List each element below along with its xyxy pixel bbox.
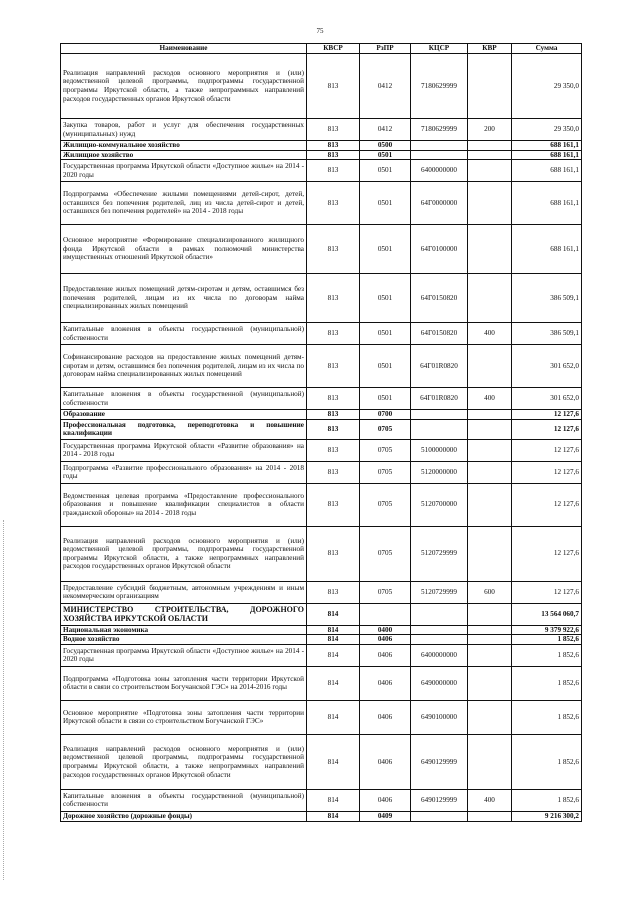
row-kvr [468,150,512,160]
header-sum: Сумма [512,44,582,54]
row-kcsr: 5120729999 [411,526,468,581]
row-sum: 9 216 300,2 [512,811,582,821]
row-kcsr: 5120729999 [411,581,468,603]
row-sum: 688 161,1 [512,141,582,151]
row-sum: 12 127,6 [512,526,582,581]
table-row [61,789,582,811]
row-kvr [468,141,512,151]
row-rzpr: 0412 [360,54,411,119]
row-name: Предоставление субсидий бюджетным, автономным учреждениям и иным некоммерческим организациям [61,581,307,603]
row-name: Образование [61,410,307,420]
budget-table [60,43,582,822]
row-sum: 12 127,6 [512,419,582,439]
table-header-row [61,44,582,54]
header-kvr: КВР [468,44,512,54]
table-row [61,141,582,151]
row-kcsr: 64Г0100000 [411,225,468,274]
row-name: Водное хозяйство [61,635,307,645]
row-rzpr: 0700 [360,410,411,420]
table-row [61,410,582,420]
row-kvsr: 813 [307,483,360,526]
table-row [61,150,582,160]
row-kvsr: 814 [307,644,360,666]
row-name: Реализация направлений расходов основного мероприятия и (или) ведомственной целевой программы, подпрограммы государственной программы Иркутской области, а также непрограммных направлений расходов государственных органов Иркутской области [61,526,307,581]
row-kvr [468,811,512,821]
row-kcsr: 7180629999 [411,54,468,119]
table-row [61,419,582,439]
row-kvsr: 813 [307,461,360,483]
row-name: Государственная программа Иркутской области «Развитие образования» на 2014 - 2018 годы [61,439,307,461]
row-rzpr: 0501 [360,274,411,323]
table-row [61,811,582,821]
row-name: Подпрограмма «Развитие профессионального образования» на 2014 - 2018 годы [61,461,307,483]
row-kvsr: 813 [307,439,360,461]
header-rzpr: РзПР [360,44,411,54]
row-name: Капитальные вложения в объекты государственной (муниципальной) собственности [61,388,307,410]
table-row [61,581,582,603]
row-kcsr: 6490129999 [411,734,468,789]
row-kvsr: 813 [307,274,360,323]
row-kvr [468,666,512,700]
header-kcsr: КЦСР [411,44,468,54]
row-sum: 12 127,6 [512,410,582,420]
row-sum: 9 379 922,6 [512,625,582,635]
row-name: МИНИСТЕРСТВО СТРОИТЕЛЬСТВА, ДОРОЖНОГО ХОЗЯЙСТВА ИРКУТСКОЙ ОБЛАСТИ [61,603,307,625]
row-kvr [468,526,512,581]
row-name: Закупка товаров, работ и услуг для обеспечения государственных (муниципальных) нужд [61,119,307,141]
row-rzpr: 0412 [360,119,411,141]
table-row [61,483,582,526]
table-row [61,160,582,182]
table-row [61,182,582,225]
row-sum: 1 852,6 [512,734,582,789]
row-kvsr: 813 [307,54,360,119]
row-name: Жилищно-коммунальное хозяйство [61,141,307,151]
row-sum: 1 852,6 [512,700,582,734]
row-kcsr: 64Г01R0820 [411,345,468,388]
row-kvsr: 814 [307,603,360,625]
row-sum: 688 161,1 [512,225,582,274]
row-name: Капитальные вложения в объекты государственной (муниципальной) собственности [61,789,307,811]
row-kvr: 400 [468,789,512,811]
row-kcsr: 6490129999 [411,789,468,811]
row-name: Профессиональная подготовка, переподготовка и повышение квалификации [61,419,307,439]
table-row [61,345,582,388]
row-rzpr: 0705 [360,461,411,483]
row-kvsr: 814 [307,625,360,635]
row-sum: 1 852,6 [512,644,582,666]
row-kcsr: 64Г01R0820 [411,388,468,410]
row-name: Дорожное хозяйство (дорожные фонды) [61,811,307,821]
row-kcsr [411,419,468,439]
row-name: Государственная программа Иркутской области «Доступное жилье» на 2014 - 2020 годы [61,644,307,666]
row-kvr: 400 [468,388,512,410]
row-rzpr: 0501 [360,323,411,345]
row-kvr [468,410,512,420]
row-sum: 301 652,0 [512,345,582,388]
table-row [61,700,582,734]
row-sum: 1 852,6 [512,789,582,811]
row-name: Предоставление жилых помещений детям-сиротам и детям, оставшимся без попечения родителей, лицам из их числа по договорам найма специализированных жилых помещений [61,274,307,323]
row-kvr [468,182,512,225]
row-name: Софинансирование расходов на предоставление жилых помещений детям-сиротам и детям, оставшимся без попечения родителей, лицам из их числа по договорам найма специализированных жилых помещений [61,345,307,388]
row-kvsr: 814 [307,734,360,789]
row-kcsr: 6490100000 [411,700,468,734]
row-sum: 29 350,0 [512,54,582,119]
table-body [61,54,582,822]
row-name: Основное мероприятие «Формирование специализированного жилищного фонда Иркутской области в рамках полномочий министерства имущественных отношений Иркутской области» [61,225,307,274]
row-rzpr: 0705 [360,439,411,461]
row-kvr [468,419,512,439]
row-kcsr: 64Г0150820 [411,323,468,345]
row-rzpr: 0501 [360,225,411,274]
header-name: Наименование [61,44,307,54]
row-kvsr: 814 [307,789,360,811]
row-kvsr: 813 [307,323,360,345]
row-name: Капитальные вложения в объекты государственной (муниципальной) собственности [61,323,307,345]
row-name: Подпрограмма «Обеспечение жилыми помещениями детей-сирот, детей, оставшихся без попечения родителей, лиц из числа детей-сирот и детей, оставшихся без попечения родителей» на 2014 - 2018 годы [61,182,307,225]
row-sum: 386 509,1 [512,323,582,345]
row-name: Ведомственная целевая программа «Предоставление профессионального образования и повышение квалификации специалистов в области гражданской обороны» на 2014 - 2018 годы [61,483,307,526]
row-rzpr: 0406 [360,700,411,734]
row-kvsr: 813 [307,419,360,439]
row-rzpr: 0501 [360,345,411,388]
row-sum: 12 127,6 [512,461,582,483]
row-kvsr: 814 [307,635,360,645]
row-kvr [468,439,512,461]
row-sum: 12 127,6 [512,483,582,526]
row-kcsr: 64Г0150820 [411,274,468,323]
row-kvsr: 813 [307,225,360,274]
row-rzpr: 0406 [360,644,411,666]
table-row [61,734,582,789]
row-rzpr: 0406 [360,734,411,789]
row-rzpr: 0400 [360,625,411,635]
row-kcsr: 5120700000 [411,483,468,526]
row-sum: 13 564 060,7 [512,603,582,625]
row-rzpr: 0406 [360,789,411,811]
row-kvr [468,625,512,635]
row-sum: 688 161,1 [512,182,582,225]
row-kvsr: 814 [307,811,360,821]
row-name: Основное мероприятие «Подготовка зоны затопления части территории Иркутской области в связи со строительством Богучанской ГЭС» [61,700,307,734]
row-sum: 1 852,6 [512,666,582,700]
table-row [61,274,582,323]
row-kcsr: 6400000000 [411,644,468,666]
row-kcsr: 7180629999 [411,119,468,141]
table-row [61,461,582,483]
row-kvsr: 813 [307,182,360,225]
row-sum: 29 350,0 [512,119,582,141]
row-kvr [468,461,512,483]
row-rzpr: 0501 [360,160,411,182]
row-kvr [468,483,512,526]
row-kvr: 600 [468,581,512,603]
row-name: Реализация направлений расходов основного мероприятия и (или) ведомственной целевой программы, подпрограммы государственной программы Иркутской области, а также непрограммных направлений расходов государственных органов Иркутской области [61,734,307,789]
row-kcsr [411,635,468,645]
row-sum: 688 161,1 [512,150,582,160]
table-row [61,225,582,274]
row-kvsr: 813 [307,141,360,151]
row-name: Государственная программа Иркутской области «Доступное жилье» на 2014 - 2020 годы [61,160,307,182]
row-name: Национальная экономика [61,625,307,635]
row-rzpr: 0501 [360,388,411,410]
table-row [61,439,582,461]
row-rzpr: 0705 [360,581,411,603]
row-rzpr: 0406 [360,635,411,645]
row-kcsr: 5120000000 [411,461,468,483]
table-row [61,54,582,119]
row-kvsr: 814 [307,700,360,734]
row-sum: 301 652,0 [512,388,582,410]
row-kvr [468,345,512,388]
row-kcsr [411,625,468,635]
table-row [61,644,582,666]
table-row [61,388,582,410]
row-kvsr: 813 [307,388,360,410]
row-rzpr: 0409 [360,811,411,821]
table-row [61,323,582,345]
row-kvr [468,603,512,625]
row-name: Реализация направлений расходов основного мероприятия и (или) ведомственной целевой программы, подпрограммы государственной программы Иркутской области, а также непрограммных направлений расходов государственных органов Иркутской области [61,54,307,119]
row-kcsr [411,811,468,821]
row-kvr [468,734,512,789]
row-rzpr [360,603,411,625]
table-row [61,603,582,625]
table-row [61,625,582,635]
page-number: 75 [316,27,324,35]
row-kvr [468,644,512,666]
table-row [61,666,582,700]
row-kvr [468,54,512,119]
row-kvr [468,160,512,182]
row-kcsr [411,141,468,151]
row-kvsr: 813 [307,410,360,420]
table-row [61,526,582,581]
row-kvr [468,225,512,274]
row-kvr [468,635,512,645]
row-rzpr: 0501 [360,150,411,160]
row-rzpr: 0500 [360,141,411,151]
row-kvsr: 814 [307,666,360,700]
row-kvr: 200 [468,119,512,141]
row-kvr [468,274,512,323]
row-kvsr: 813 [307,150,360,160]
row-name: Подпрограмма «Подготовка зоны затопления части территории Иркутской области в связи со строительством Богучанской ГЭС» на 2014-2016 годы [61,666,307,700]
row-kvsr: 813 [307,160,360,182]
row-rzpr: 0705 [360,526,411,581]
row-kcsr: 6400000000 [411,160,468,182]
row-kvr: 400 [468,323,512,345]
row-name: Жилищное хозяйство [61,150,307,160]
row-sum: 12 127,6 [512,581,582,603]
row-kcsr: 6490000000 [411,666,468,700]
row-sum: 12 127,6 [512,439,582,461]
row-kvsr: 813 [307,581,360,603]
scan-edge-marks [3,520,6,880]
table-row [61,635,582,645]
row-kvsr: 813 [307,526,360,581]
row-kcsr: 5100000000 [411,439,468,461]
row-sum: 688 161,1 [512,160,582,182]
row-kcsr [411,603,468,625]
row-kvsr: 813 [307,345,360,388]
row-sum: 386 509,1 [512,274,582,323]
row-kcsr [411,150,468,160]
row-rzpr: 0406 [360,666,411,700]
row-sum: 1 852,6 [512,635,582,645]
row-rzpr: 0501 [360,182,411,225]
row-kvsr: 813 [307,119,360,141]
table-row [61,119,582,141]
row-kcsr [411,410,468,420]
header-kvsr: КВСР [307,44,360,54]
row-kcsr: 64Г0000000 [411,182,468,225]
row-kvr [468,700,512,734]
row-rzpr: 0705 [360,419,411,439]
row-rzpr: 0705 [360,483,411,526]
